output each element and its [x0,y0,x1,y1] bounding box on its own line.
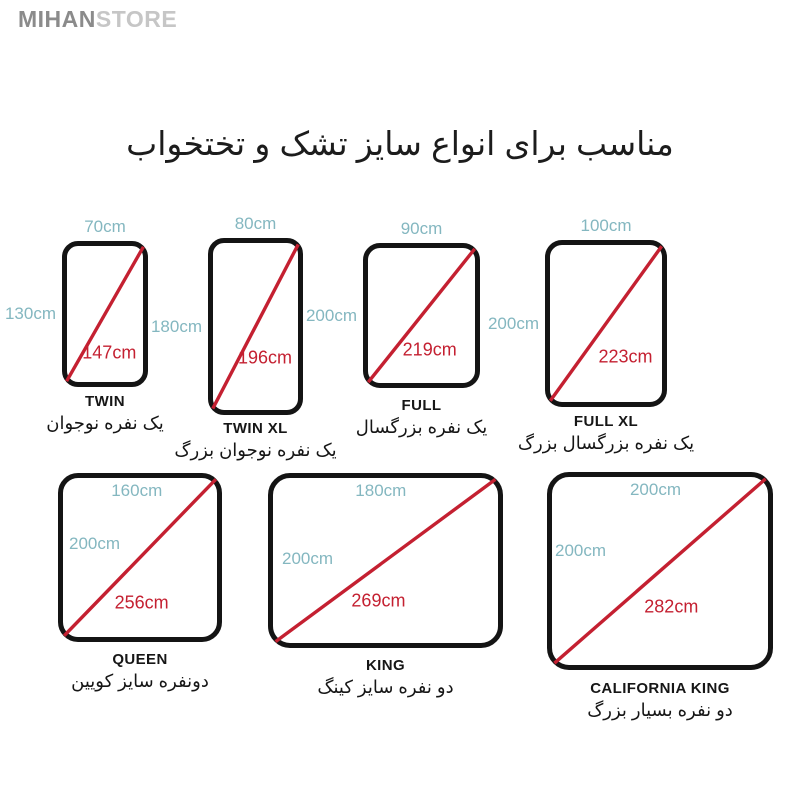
height-label: 200cm [305,305,357,325]
bed-name: FULL [401,397,442,414]
diagonal-label: 223cm [598,346,653,367]
width-label: 100cm [580,216,632,235]
bed-name-persian: یک نفره بزرگسال بزرگ [517,433,695,453]
height-label: 180cm [150,316,202,336]
bed-card-california-king [547,472,773,720]
store-logo [18,6,177,33]
bed-name-persian: یک نفره نوجوان [46,413,164,433]
width-label: 80cm [234,214,277,233]
height-label: 200cm [69,533,121,553]
bed-name-persian: دو نفره سایز کینگ [317,677,454,697]
width-label: 200cm [629,480,681,499]
diagonal-label: 219cm [402,339,457,360]
store-logo-part2: STORE [95,6,178,32]
bed-name: CALIFORNIA KING [590,680,730,697]
bed-card-queen [58,473,222,691]
bed-caption [475,413,737,454]
bed-card-twin [4,217,164,433]
bed-name-persian: یک نفره بزرگسال [355,417,488,437]
diagonal-line [211,241,300,412]
bed-card-full-xl [487,216,695,453]
page-title: مناسب برای انواع سایز تشک و تختخواب [126,125,674,162]
height-label: 200cm [282,548,334,568]
bed-caption [477,680,800,721]
bed-name-persian: دو نفره بسیار بزرگ [587,700,733,720]
diagonal-label: 256cm [114,592,169,613]
diagonal-label: 196cm [237,347,293,368]
width-label: 70cm [84,217,126,236]
width-label: 160cm [111,481,163,500]
width-label: 90cm [400,219,443,238]
width-label: 180cm [355,481,407,500]
diagonal-line [366,246,477,385]
diagonal-line [548,243,664,404]
diagonal-label: 147cm [82,342,137,363]
bed-name-persian: دونفره سایز کویین [71,671,209,691]
bed-name: QUEEN [112,651,168,668]
height-label: 200cm [555,541,607,561]
diagonal-label: 282cm [644,596,699,617]
height-label: 130cm [4,304,56,323]
diagonal-label: 269cm [351,590,406,611]
bed-name: TWIN [85,393,125,410]
store-logo-part1: MIHAN [18,6,96,32]
bed-name: KING [365,657,406,674]
bed-name: FULL XL [573,413,639,430]
diagonal-line [550,475,770,667]
height-label: 200cm [487,313,539,333]
bed-card-king [268,473,503,697]
bed-name-persian: یک نفره نوجوان بزرگ [174,440,337,460]
bed-name: TWIN XL [223,420,288,437]
bed-card-full [305,219,488,437]
